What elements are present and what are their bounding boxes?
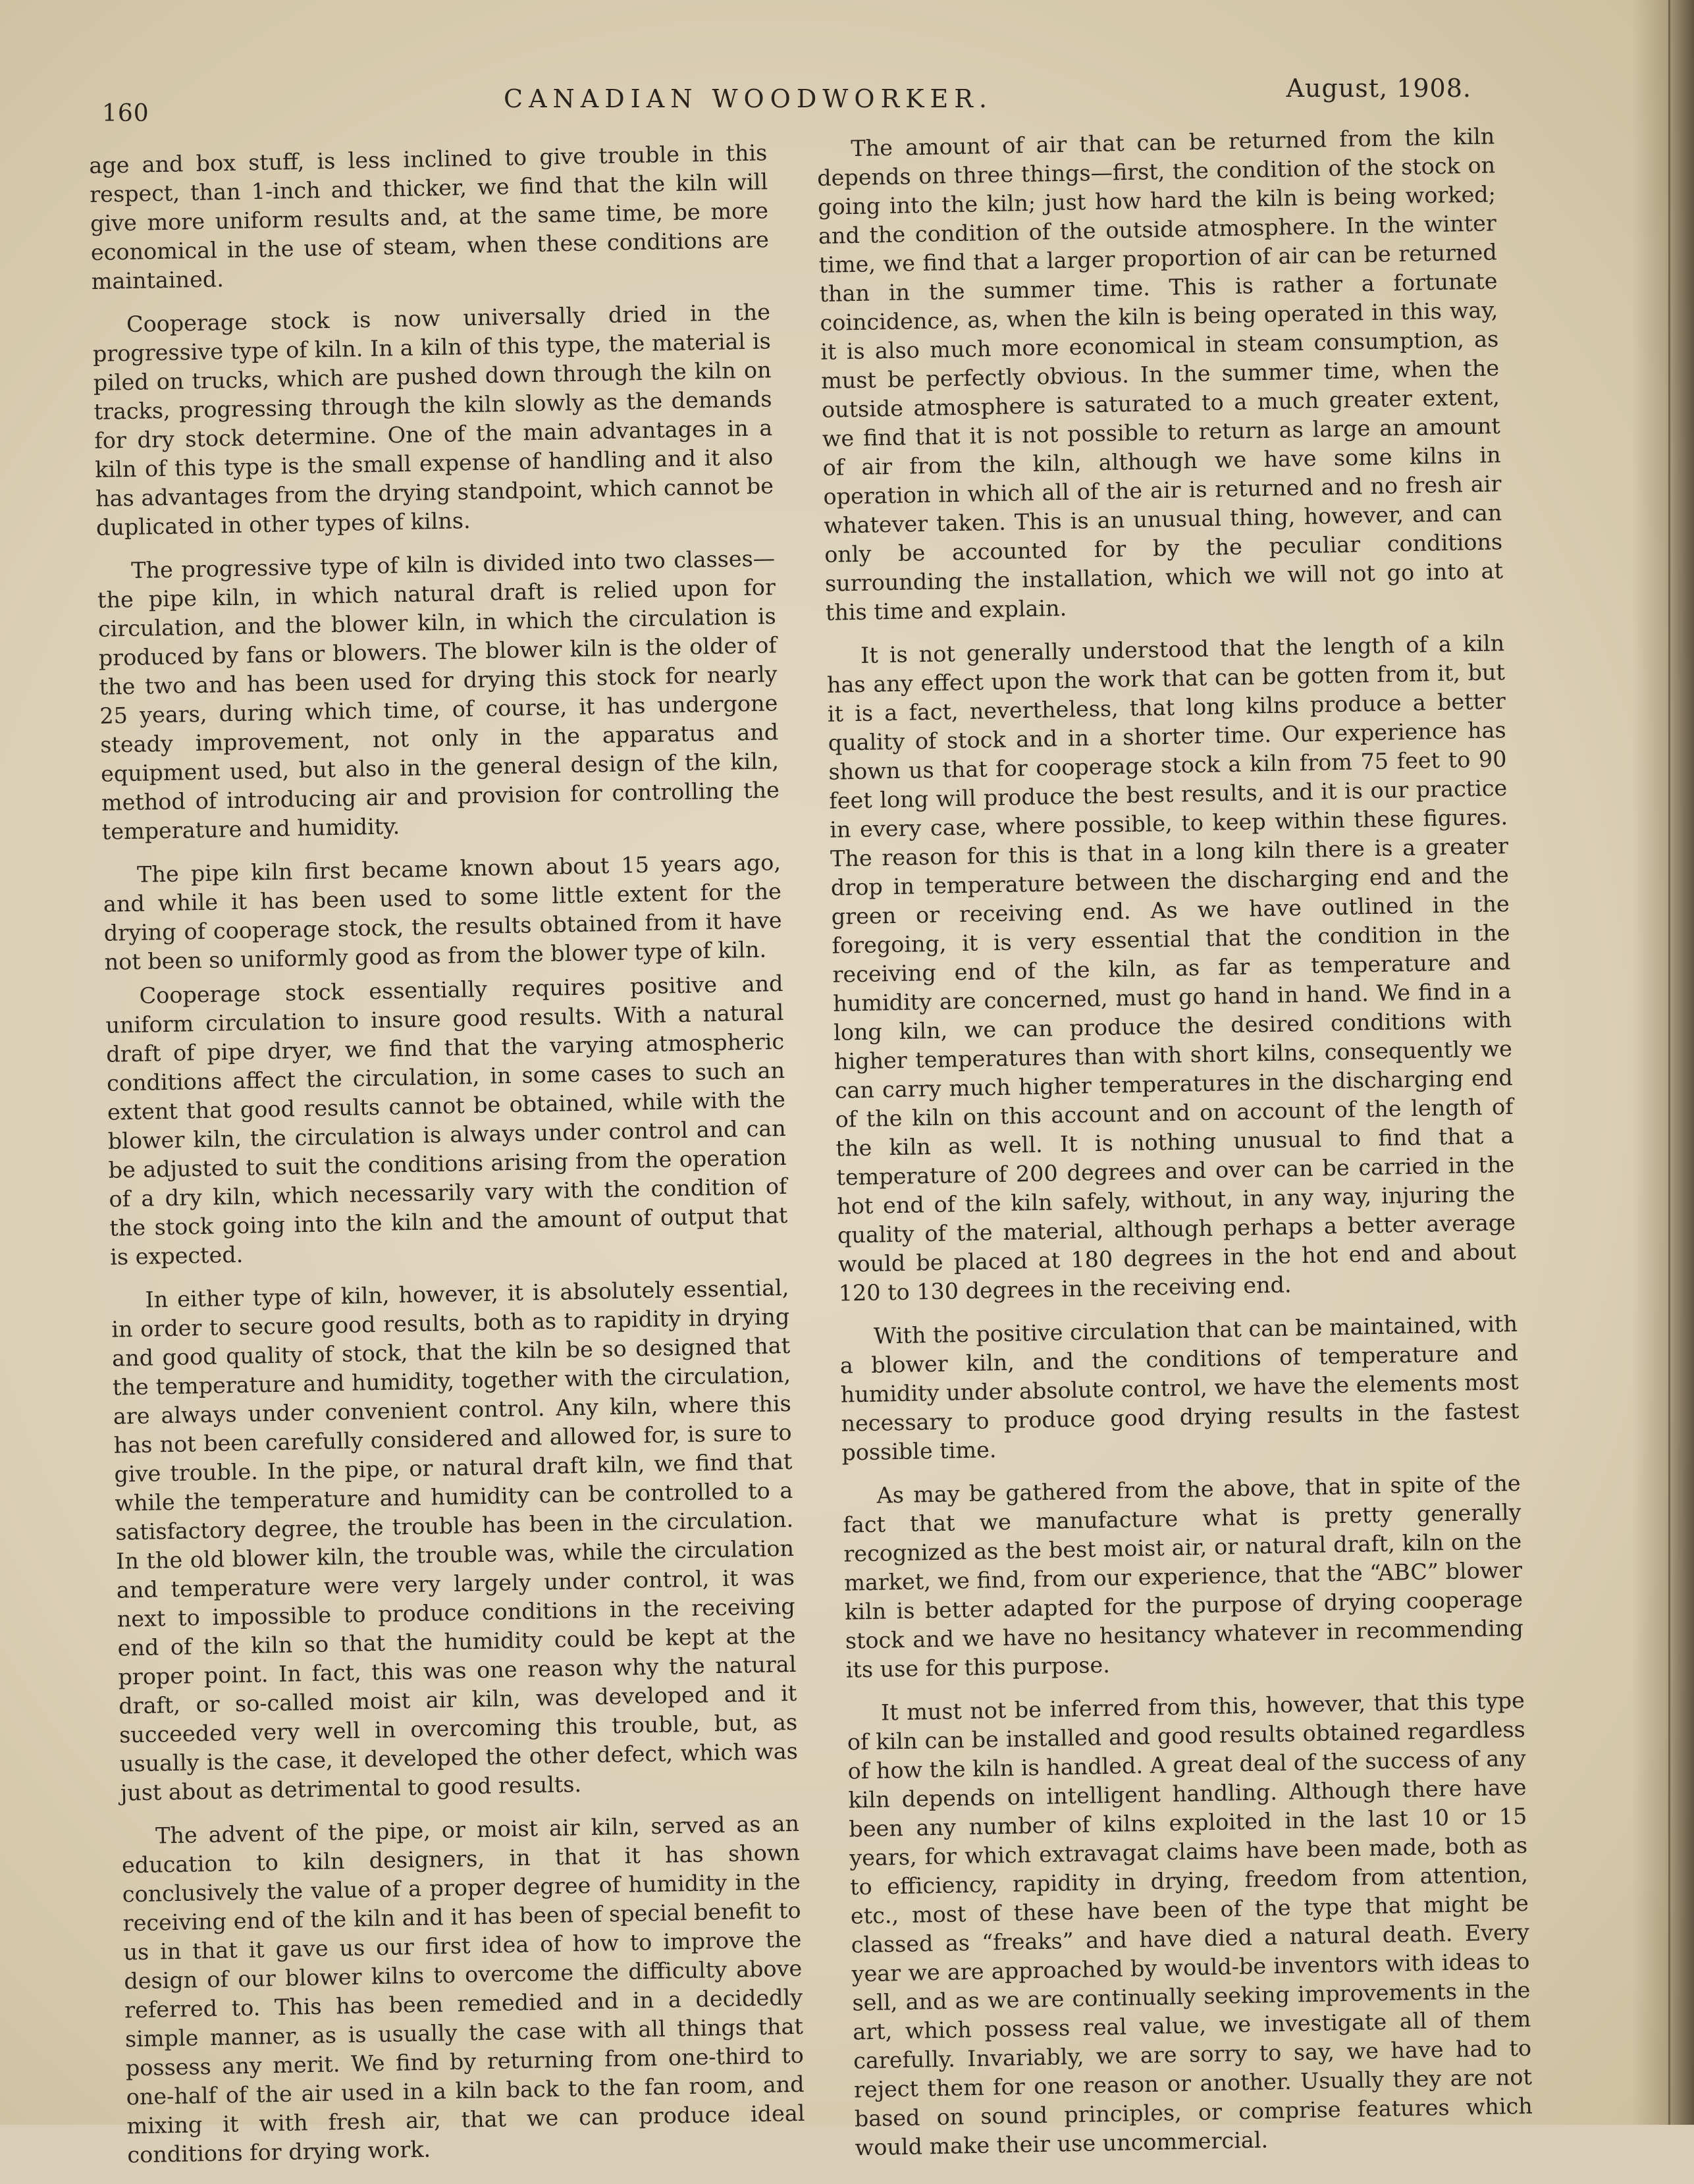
- paragraph: With the positive circulation that can be maintained, with a blower kiln, and the conditions of temperature and humidity under absolute control, we have the elements most necessary to produce good drying results in the fastest possible time.: [839, 1310, 1520, 1466]
- journal-title: CANADIAN WOODWORKER.: [504, 84, 993, 113]
- page-edge-shadow: [1631, 0, 1694, 2125]
- left-column: [89, 138, 806, 2184]
- paragraph: age and box stuff, is less inclined to give trouble in this respect, than 1-inch and thicker, we find that the kiln will give more uniform results and, at the same time, be more economical in the use of steam, when these conditions are maintained.: [89, 140, 770, 294]
- page-edge-line: [1668, 0, 1670, 2125]
- page-number: 160: [102, 100, 149, 127]
- paragraph: The pipe kiln first became known about 15 years ago, and while it has been used to some little extent for the drying of cooperage stock, the results obtained from it have not been so uniformly good as from the blower type of kiln.: [103, 849, 782, 975]
- paragraph: Cooperage stock is now universally dried in the progressive type of kiln. In a kiln of this type, the material is piled on trucks, which are pushed down through the kiln on tracks, progressing through the kiln slowly as the demands for dry stock determine. One of the main advantages in a kiln of this type is the small expense of handling and it also has advantages from the drying standpoint, which cannot be duplicated in other types of kilns.: [92, 299, 774, 541]
- issue-date: August, 1908.: [1286, 74, 1471, 103]
- paragraph: The amount of air that can be returned from the kiln depends on three things—first, the condition of the stock on going into the kiln; just how hard the kiln is being worked; and the condition of the outside atmosphere. In the winter time, we find that a larger proportion of air can be returned than in the summer time. This is rather a fortunate coincidence, as, when the kiln is being operated in this way, it is also much more economical in steam consumption, as must be perfectly obvious. In the summer time, when the outside atmosphere is saturated to a much greater extent, we find that it is not possible to return as large an amount of air from the kiln, although we have some kilns in operation in which all of the air is returned and no fresh air whatever taken. This is an unusual thing, however, and can only be accounted for by the peculiar conditions surrounding the installation, which we will not go into at this time and explain.: [816, 123, 1504, 626]
- paragraph: Cooperage stock essentially requires positive and uniform circulation to insure good results. With a natural draft of pipe dryer, we find that the varying atmospheric conditions affect the circulation, in some cases to such an extent that good results cannot be obtained, while with the blower kiln, the circulation is always under control and can be adjusted to suit the conditions arising from the operation of a dry kiln, which necessarily vary with the condition of the stock going into the kiln and the amount of output that is expected.: [105, 970, 788, 1270]
- paragraph: The advent of the pipe, or moist air kiln, served as an education to kiln designers, in that it has shown conclusively the value of a proper degree of humidity in the receiving end of the kiln and it has been of special benefit to us in that it gave us our first idea of how to improve the design of our blower kilns to overcome the difficulty above referred to. This has been remedied and in a decidedly simple manner, as is usually the case with all things that possess any merit. We find by returning from one-third to one-half of the air used in a kiln back to the fan room, and mixing it with fresh air, that we can produce ideal conditions for drying work.: [121, 1810, 805, 2168]
- paragraph: The progressive type of kiln is divided into two classes—the pipe kiln, in which natural draft is relied upon for circulation, and the blower kiln, in which the circulation is produced by fans or blowers. The blower kiln is the older of the two and has been used for drying this stock for nearly 25 years, during which time, of course, it has undergone steady improvement, not only in the apparatus and equipment used, but also in the general design of the kiln, method of introducing air and provision for controlling the temperature and humidity.: [97, 545, 780, 845]
- page-header: [102, 74, 1471, 126]
- right-column: [816, 122, 1533, 2177]
- paragraph: In either type of kiln, however, it is absolutely essential, in order to secure good results, both as to rapidity in drying and good quality of stock, that the kiln be so designed that the temperature and humidity, together with the circulation, are always under convenient control. Any kiln, where this has not been carefully considered and allowed for, is sure to give trouble. In the pipe, or natural draft kiln, we find that while the temperature and humidity can be controlled to a satisfactory degree, the trouble has been in the circulation. In the old blower kiln, the trouble was, while the circulation and temperature were very largely under control, it was next to impossible to produce conditions in the receiving end of the kiln so that the humidity could be kept at the proper point. In fact, this was one reason why the natural draft, or so-called moist air kiln, was developed and it succeeded very well in overcoming this trouble, but, as usually is the case, it developed the other defect, which was just about as detrimental to good results.: [111, 1274, 799, 1806]
- paragraph: It is not generally understood that the length of a kiln has any effect upon the work that can be gotten from it, but it is a fact, nevertheless, that long kilns produce a better quality of stock and in a shorter time. Our experience has shown us that for cooperage stock a kiln from 75 feet to 90 feet long will produce the best results, and it is our practice in every case, where possible, to keep within these figures. The reason for this is that in a long kiln there is a greater drop in temperature between the discharging end and the green or receiving end. As we have outlined in the foregoing, it is very essential that the condition in the receiving end of the kiln, as far as temperature and humidity are concerned, must go hand in hand. We find in a long kiln, we can produce the desired conditions with higher temperatures than with short kilns, consequently we can carry much higher temperatures in the discharging end of the kiln on this account and on account of the length of the kiln as well. It is nothing unusual to find that a temperature of 200 degrees and over can be carried in the hot end of the kiln safely, without, in any way, injuring the quality of the material, although perhaps a better average would be placed at 180 degrees in the hot end and about 120 to 130 degrees in the receiving end.: [826, 630, 1517, 1306]
- paragraph: It must not be inferred from this, however, that this type of kiln can be installed and good results obtained regardless of how the kiln is handled. A great deal of the success of any kiln depends on intelligent handling. Although there have been any number of kilns exploited in the last 10 or 15 years, for which extravagat claims have been made, both as to efficiency, rapidity in drying, freedom from attention, etc., most of these have been of the type that might be classed as “freaks” and have died a natural death. Every year we are approached by would-be inventors with ideas to sell, and as we are continually seeking improvements in the art, which possess real value, we investigate all of them carefully. Invariably, we are sorry to say, we have had to reject them for one reason or another. Usually they are not based on sound principles, or comprise features which would make their use uncommercial.: [847, 1687, 1533, 2161]
- paragraph: As may be gathered from the above, that in spite of the fact that we manufacture what is pretty generally recognized as the best moist air, or natural draft, kiln on the market, we find, from our experience, that the “ABC” blower kiln is better adapted for the purpose of drying cooperage stock and we have no hesitancy whatever in recommending its use for this purpose.: [843, 1470, 1524, 1683]
